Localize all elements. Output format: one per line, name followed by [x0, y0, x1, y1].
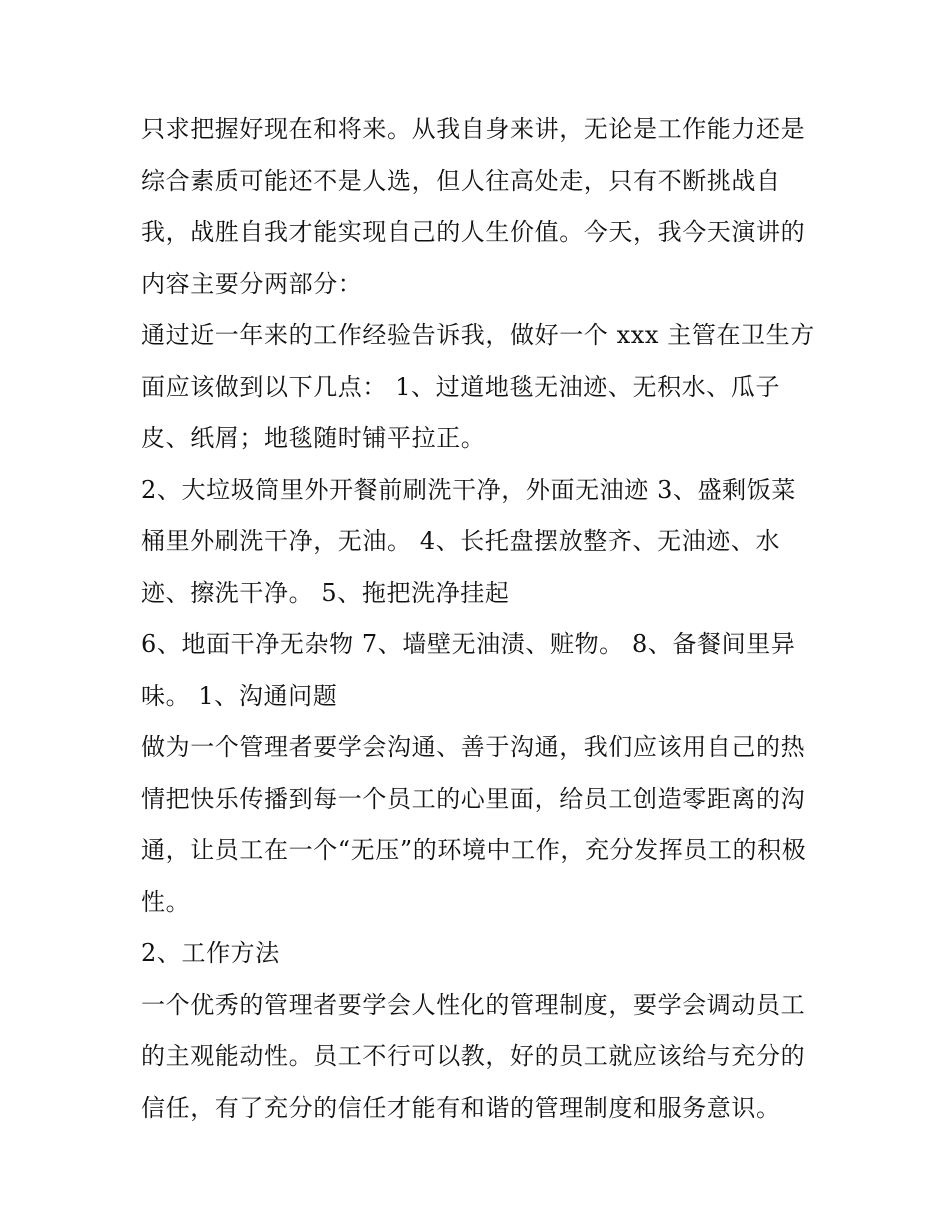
text-line-14: 情把快乐传播到每一个员工的心里面，给员工创造零距离的沟 [141, 784, 806, 813]
text-line-5: 通过近一年来的工作经验告诉我，做好一个 xxx 主管在卫生方 [141, 321, 815, 349]
text-line-7: 皮、纸屑；地毯随时铺平拉正。 [141, 424, 486, 452]
text-line-15: 通，让员工在一个“无压”的环境中工作，充分发挥员工的积极 [141, 836, 807, 864]
text-line-13: 做为一个管理者要学会沟通、善于沟通，我们应该用自己的热 [141, 733, 806, 761]
text-line-8: 2、大垃圾筒里外开餐前刷洗干净，外面无油迹 3、盛剩饭菜 [141, 475, 796, 504]
text-line-10: 迹、擦洗干净。 5、拖把洗净挂起 [141, 578, 510, 607]
text-line-3: 我，战胜自我才能实现自己的人生价值。今天，我今天演讲的 [141, 218, 806, 246]
text-line-1: 只求把握好现在和将来。从我自身来讲，无论是工作能力还是 [141, 115, 806, 143]
text-line-11: 6、地面干净无杂物 7、墙壁无油渍、赃物。 8、备餐间里异 [141, 630, 796, 658]
text-line-20: 信任，有了充分的信任才能有和谐的管理制度和服务意识。 [141, 1093, 781, 1122]
text-line-9: 桶里外刷洗干净，无油。 4、长托盘摆放整齐、无油迹、水 [141, 527, 781, 555]
text-line-12: 味。 1、沟通问题 [141, 681, 338, 710]
text-line-19: 的主观能动性。员工不行可以教，好的员工就应该给与充分的 [141, 1042, 806, 1070]
text-line-16: 性。 [141, 887, 191, 916]
text-line-6: 面应该做到以下几点： 1、过道地毯无油迹、无积水、瓜子 [141, 372, 781, 401]
text-line-2: 综合素质可能还不是人选，但人往高处走，只有不断挑战自 [141, 166, 781, 195]
body-text [141, 104, 813, 1134]
text-line-18: 一个优秀的管理者要学会人性化的管理制度，要学会调动员工 [141, 990, 806, 1019]
text-line-17: 2、工作方法 [141, 939, 280, 967]
text-line-4: 内容主要分两部分： [141, 269, 363, 298]
